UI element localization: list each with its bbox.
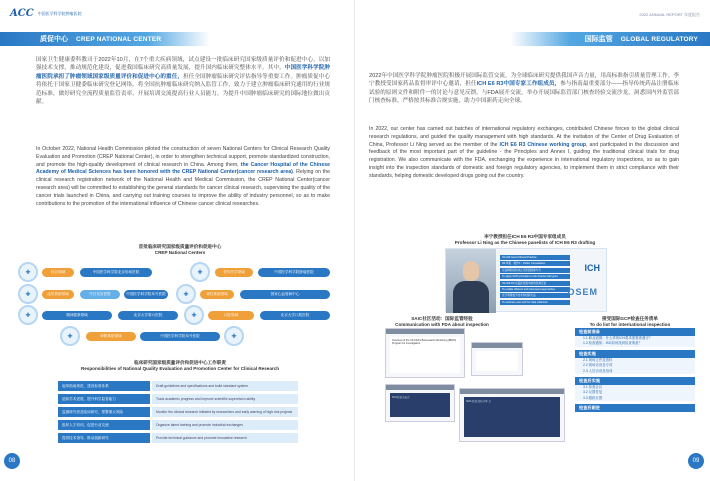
sma-screenshot bbox=[459, 388, 565, 442]
fda-meeting-screenshot bbox=[385, 328, 465, 378]
resp-title-en: Responsibilities of National Quality Evaluation and Promotion Center for Clinical Research bbox=[80, 366, 280, 371]
intro-en-text-a: In October 2022, National Health Commission piloted the construction of seven National Centers for Clinical Research Quality Evaluation and Promotion (CREP National Center), in order to strengthen technical support, promote standardized construction, and promote the high-quality development of clinical research in China. Among them, bbox=[36, 146, 330, 168]
responsibility-en: Draft guidelines and specifications and build standard system bbox=[152, 381, 298, 391]
todo-section-title: 检查后实施 bbox=[575, 377, 695, 385]
slide-bullet: 以各种阶段和非正式阶段的参与方 bbox=[500, 268, 570, 273]
todo-item: 2.3 人员访谈及培训 bbox=[575, 369, 695, 374]
intro-paragraph-zh bbox=[36, 56, 330, 106]
fda-caption-en: Communication with FDA about inspection bbox=[395, 322, 489, 327]
network-node-icon: ✚ bbox=[18, 305, 38, 325]
intro-zh-highlight: 中国医学科学院肿瘤医院承担了肿瘤领域国家级质量评价和促进中心的重任， bbox=[36, 65, 330, 80]
section-title-zh: 质促中心 bbox=[40, 36, 68, 43]
section-header-crep bbox=[0, 32, 210, 46]
ich-logo: ICH bbox=[584, 263, 600, 273]
network-node-icon: ✚ bbox=[176, 284, 196, 304]
ich-slide-photo bbox=[445, 248, 607, 312]
todo-section-title: 检查前准备 bbox=[575, 328, 695, 336]
responsibility-row bbox=[58, 407, 298, 417]
responsibility-zh: 组织人才培训，促进行业交流 bbox=[58, 420, 150, 430]
slide-bullet: ICH E6 Good Clinical Practice bbox=[500, 255, 570, 260]
responsibility-zh: 起草指南规范，建设标准体系 bbox=[58, 381, 150, 391]
responsibility-zh: 提供技术指导，推动创新研究 bbox=[58, 433, 150, 443]
network-node-icon: ✚ bbox=[18, 284, 38, 304]
network-title-en: CREP National Centers bbox=[154, 250, 206, 255]
network-node: 中国医学科学院北京协和医院 bbox=[80, 268, 152, 277]
fda-meeting-thumbnail bbox=[471, 342, 523, 376]
responsibility-zh: 追踪学术进展，提升科学监管能力 bbox=[58, 394, 150, 404]
inspection-todo-list bbox=[575, 325, 695, 443]
network-node: 国家心血管病中心 bbox=[240, 290, 330, 299]
network-node: 口腔领域 bbox=[208, 311, 254, 320]
intro-en-highlight: the Cancer Hospital of the Chinese Academy of Medical Sciences has been honored with the CREP National Center(cancer research area) bbox=[36, 161, 330, 176]
photo-caption bbox=[425, 234, 625, 246]
responsibility-row bbox=[58, 381, 298, 391]
slide-bullet: To enable efficient and risk-based approaches bbox=[500, 287, 570, 292]
network-node: 北京大学第六医院 bbox=[118, 311, 178, 320]
fda-caption bbox=[377, 316, 507, 328]
global-en-highlight: ICH E6 R3 Chinese working group bbox=[499, 141, 587, 148]
network-node-icon: ✚ bbox=[190, 262, 210, 282]
network-node: 老年医学领域 bbox=[215, 268, 253, 277]
slide-bullet: 充分利用数字技术和创新方法 bbox=[500, 293, 570, 298]
network-node: 神经系统领域 bbox=[200, 290, 234, 299]
right-page bbox=[355, 0, 710, 481]
responsibility-en: Organize talent training and promote industrial exchanges bbox=[152, 420, 298, 430]
section-header-global bbox=[510, 32, 710, 46]
resp-title-zh: 临床研究国家级质量评价和促进中心工作职责 bbox=[134, 360, 226, 365]
todo-caption-zh: 接受国际GCP检查任务清单 bbox=[602, 316, 658, 321]
todo-section-title: 检查实施 bbox=[575, 350, 695, 358]
exchange-screenshot bbox=[385, 384, 455, 422]
responsibility-zh: 监测研究者及临床研究，预警重大风险 bbox=[58, 407, 150, 417]
global-en-text-b: , and participated in the discussion and feedback of the most important part of the guideline - the Principles and Annex I, guiding the traditional clinical trials for drug registration. We also communicate with the FDA, exchanging the experience in international regulatory inspections, so as to gain insight into the inspection standards of domestic and foreign regulatory agencies, to implement them in strict compliance with their standards, helping domestic developed drugs going out the country. bbox=[369, 141, 679, 179]
network-node: 中国医学科学院阜外医院 bbox=[124, 290, 168, 299]
page-number: 09 bbox=[688, 453, 704, 469]
network-node-icon: ✚ bbox=[184, 305, 204, 325]
screenshot-slide-text: Overview of the US FDA's Bioresearch Monitoring (BIMO) Program for Investigators bbox=[390, 337, 460, 373]
global-zh-text-a: 2022年中国医学科学院肿瘤医院积极开展国际监管交流，为全球临床研究提供我国声音力量，用高标准指引质量管理工作。李宁教授受国家药品监督审评中心邀请，担任 bbox=[369, 73, 679, 88]
global-zh-highlight: ICH E6 R3中国专家工作组成员， bbox=[476, 81, 561, 88]
screenshot-slide-text: SMA 检查 经验分享 会 bbox=[464, 397, 560, 437]
todo-section-title: 检查后跟进 bbox=[575, 404, 695, 412]
slide-bullet-list bbox=[500, 255, 570, 306]
network-node: 精神健康领域 bbox=[42, 311, 112, 320]
logo-mark: ACC bbox=[10, 8, 34, 19]
logo-text: 中国医学科学院肿瘤医院 bbox=[37, 11, 82, 16]
photo-caption-zh: 李宁教授担任ICH E6 R3中国专家组成员 bbox=[484, 234, 566, 239]
network-node-icon: ✚ bbox=[60, 326, 80, 346]
todo-caption-en: To do list for international inspection bbox=[589, 322, 671, 327]
responsibility-en: Provide technical guidance and promote innovative research bbox=[152, 433, 298, 443]
network-node: 中日友好医院 bbox=[80, 290, 120, 299]
intro-en-text-b: . Relying on the clinical research registration network of the National Health and Medical Commission, the CREP National Center(cancer research area) will be committed to establishing the general standards for cancer clinical research, supervising the quality of the cancer trials launched in China, and carrying out training courses to improve the ability of industry personnel, so as to make contributions to the promotion of the international influence of Chinese cancer clinical researches. bbox=[36, 169, 330, 207]
report-label: 2022 ANNUAL REPORT 年度报告 bbox=[639, 12, 700, 17]
hospital-logo bbox=[10, 8, 82, 19]
intro-paragraph-en bbox=[36, 146, 330, 208]
global-zh-text-b: 参与指南最重要部分——指导传统药品注册临床试验的原则文件和附件一的讨论与意见反馈。与FDA展开交流，举办开展国际监管部门核查经验交流沙龙，洞悉国内外监管部门核查标准，严格按其标准合规实施，助力中国新药走向全球。 bbox=[369, 81, 679, 105]
slide-bullet: ICH E6 R3 在临床试验中的角色和定位 bbox=[500, 281, 570, 286]
todo-item: 3.2 反馈答复 bbox=[575, 390, 695, 395]
network-node-icon: ✚ bbox=[18, 262, 38, 282]
todo-item: 2.1 现场文件及资料 bbox=[575, 358, 695, 363]
global-paragraph-zh bbox=[369, 72, 679, 106]
responsibility-en: Track academic progress and improve scientific supervision ability bbox=[152, 394, 298, 404]
network-node: 泌尿系统领域 bbox=[42, 290, 74, 299]
responsibilities-title bbox=[40, 360, 320, 372]
global-paragraph-en bbox=[369, 126, 679, 181]
responsibility-en: Monitor the clinical research initiated by researchers and early warning of high-risk projects bbox=[152, 407, 298, 417]
network-node: 北京大学口腔医院 bbox=[260, 311, 330, 320]
slide-bullet: R3 草案（附件1）Public Consultation bbox=[500, 261, 570, 266]
responsibility-row bbox=[58, 433, 298, 443]
todo-item: 3.1 检查会议 bbox=[575, 385, 695, 390]
todo-item: 3.3 跟踪反馈 bbox=[575, 396, 695, 401]
fda-caption-zh: SAIC社区活动：国际监管经验 bbox=[411, 316, 473, 321]
responsibility-row bbox=[58, 420, 298, 430]
network-node: 中国医学科学院肿瘤医院 bbox=[258, 268, 330, 277]
network-diagram-title bbox=[80, 244, 280, 256]
section-title-en: CREP NATIONAL CENTER bbox=[76, 35, 162, 43]
network-node-icon: ✚ bbox=[224, 326, 244, 346]
screenshot-slide-text: FDA检查交流会 bbox=[390, 393, 450, 417]
section-title-en: GLOBAL REGULATORY bbox=[620, 35, 698, 43]
professor-portrait bbox=[446, 249, 496, 313]
responsibility-row bbox=[58, 394, 298, 404]
osem-logo: OSEM bbox=[567, 287, 598, 297]
global-en-text-a: In 2022, our center has carried out batches of international regulatory exchanges, contributed Chinese forces to the global clinical research regulations, and guided the quality management with high standards. At the invitation of the Center of Drug Evaluation of China, Professor Li Ning served as the member of the bbox=[369, 126, 679, 148]
todo-item: 1.1 职业道德：什么样的ICH要求需要被遵守？ bbox=[575, 336, 695, 341]
network-node: 中国医学科学院阜外医院 bbox=[140, 332, 220, 341]
network-title-zh: 首批临床研究国家级质量评价和促进中心 bbox=[138, 244, 222, 249]
section-title-zh: 国际监管 bbox=[584, 36, 613, 43]
network-node: 综合领域 bbox=[42, 268, 74, 277]
network-node: 呼吸系统领域 bbox=[86, 332, 136, 341]
todo-item: 1.2 检查通知：ISO如何找到检查准备？ bbox=[575, 341, 695, 346]
page-number: 08 bbox=[4, 453, 20, 469]
photo-caption-en: Professor Li Ning as the Chinese panelists of ICH E6 R3 drafting bbox=[454, 240, 596, 245]
todo-item: 2.2 现场访谈及专项 bbox=[575, 363, 695, 368]
slide-bullet: To embrace new tech for data collection bbox=[500, 300, 570, 305]
intro-zh-text-b: 担任全国肿瘤临床研究评估指导等重要工作。肿瘤质促中心将依托于国家卫健委临床研究登记网络，将全国抗肿瘤临床研究纳入监管工作，致力于建立肿瘤临床研究通用的行业规范标准，做好研究全流程质量监管责率，开展培训交流提高行业人员能力，为提升中国肿瘤临床研究的国际地位做出贡献。 bbox=[36, 73, 330, 106]
slide-bullet: To apply GCP principles to the diverse trial types bbox=[500, 274, 570, 279]
intro-zh-text-a: 国家卫生健康委科教司于2022年10月，在7个重大疾病领域，试点建设一批临床研究国家级质量评价和促进中心，以加强技术支撑，推动规范化建设，促进我国临床研究高质量发展，提升国内临床研究整体水平。其中， bbox=[36, 57, 330, 72]
